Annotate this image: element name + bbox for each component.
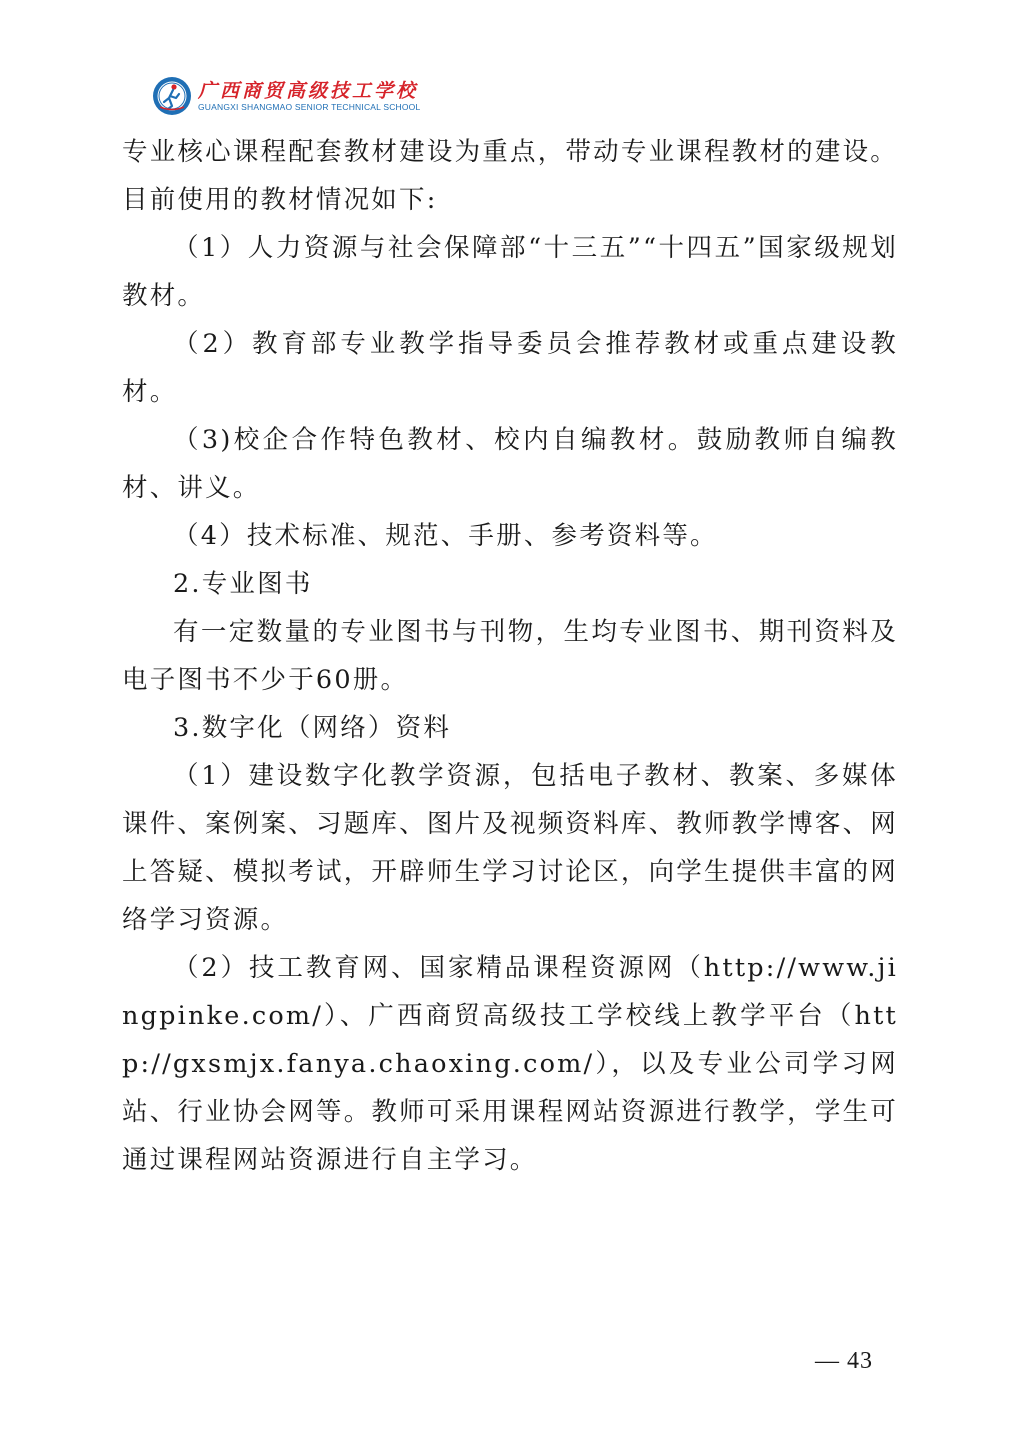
school-name-en: GUANGXI SHANGMAO SENIOR TECHNICAL SCHOOL	[198, 101, 421, 112]
paragraph-textbook-item-2: （2）教育部专业教学指导委员会推荐教材或重点建设教材。	[122, 329, 898, 407]
section-heading-digital: 3.数字化（网络）资料	[173, 713, 452, 743]
page-number: — 43	[815, 1348, 873, 1374]
paragraph-books: 有一定数量的专业图书与刊物，生均专业图书、期刊资料及电子图书不少于60册。	[122, 617, 898, 695]
school-name-cn: 广西商贸高级技工学校	[198, 79, 419, 102]
school-name-block	[198, 80, 420, 113]
school-header	[152, 72, 420, 120]
paragraph-textbook-item-4: （4）技术标准、规范、手册、参考资料等。	[173, 521, 718, 551]
paragraph-digital-item-1: （1）建设数字化教学资源，包括电子教材、教案、多媒体课件、案例案、习题库、图片及视频资料库、教师教学博客、网上答疑、模拟考试，开辟师生学习讨论区，向学生提供丰富的网络学习资源。	[122, 761, 898, 935]
paragraph-textbook-item-3: （3)校企合作特色教材、校内自编教材。鼓励教师自编教材、讲义。	[122, 425, 898, 503]
paragraph-textbook-item-1: （1）人力资源与社会保障部“十三五”“十四五”国家级规划教材。	[122, 233, 898, 311]
section-heading-books: 2.专业图书	[173, 569, 313, 599]
document-body	[122, 128, 898, 1184]
paragraph-digital-item-2: （2）技工教育网、国家精品课程资源网（http://www.jingpinke.com/）、广西商贸高级技工学校线上教学平台（http://gxsmjx.fanya.chaoxing.com/），以及专业公司学习网站、行业协会网等。教师可采用课程网站资源进行教学，学生可通过课程网站资源进行自主学习。	[122, 953, 898, 1175]
paragraph-textbook-intro: 专业核心课程配套教材建设为重点，带动专业课程教材的建设。目前使用的教材情况如下:	[122, 137, 898, 215]
school-emblem-icon	[152, 76, 192, 116]
